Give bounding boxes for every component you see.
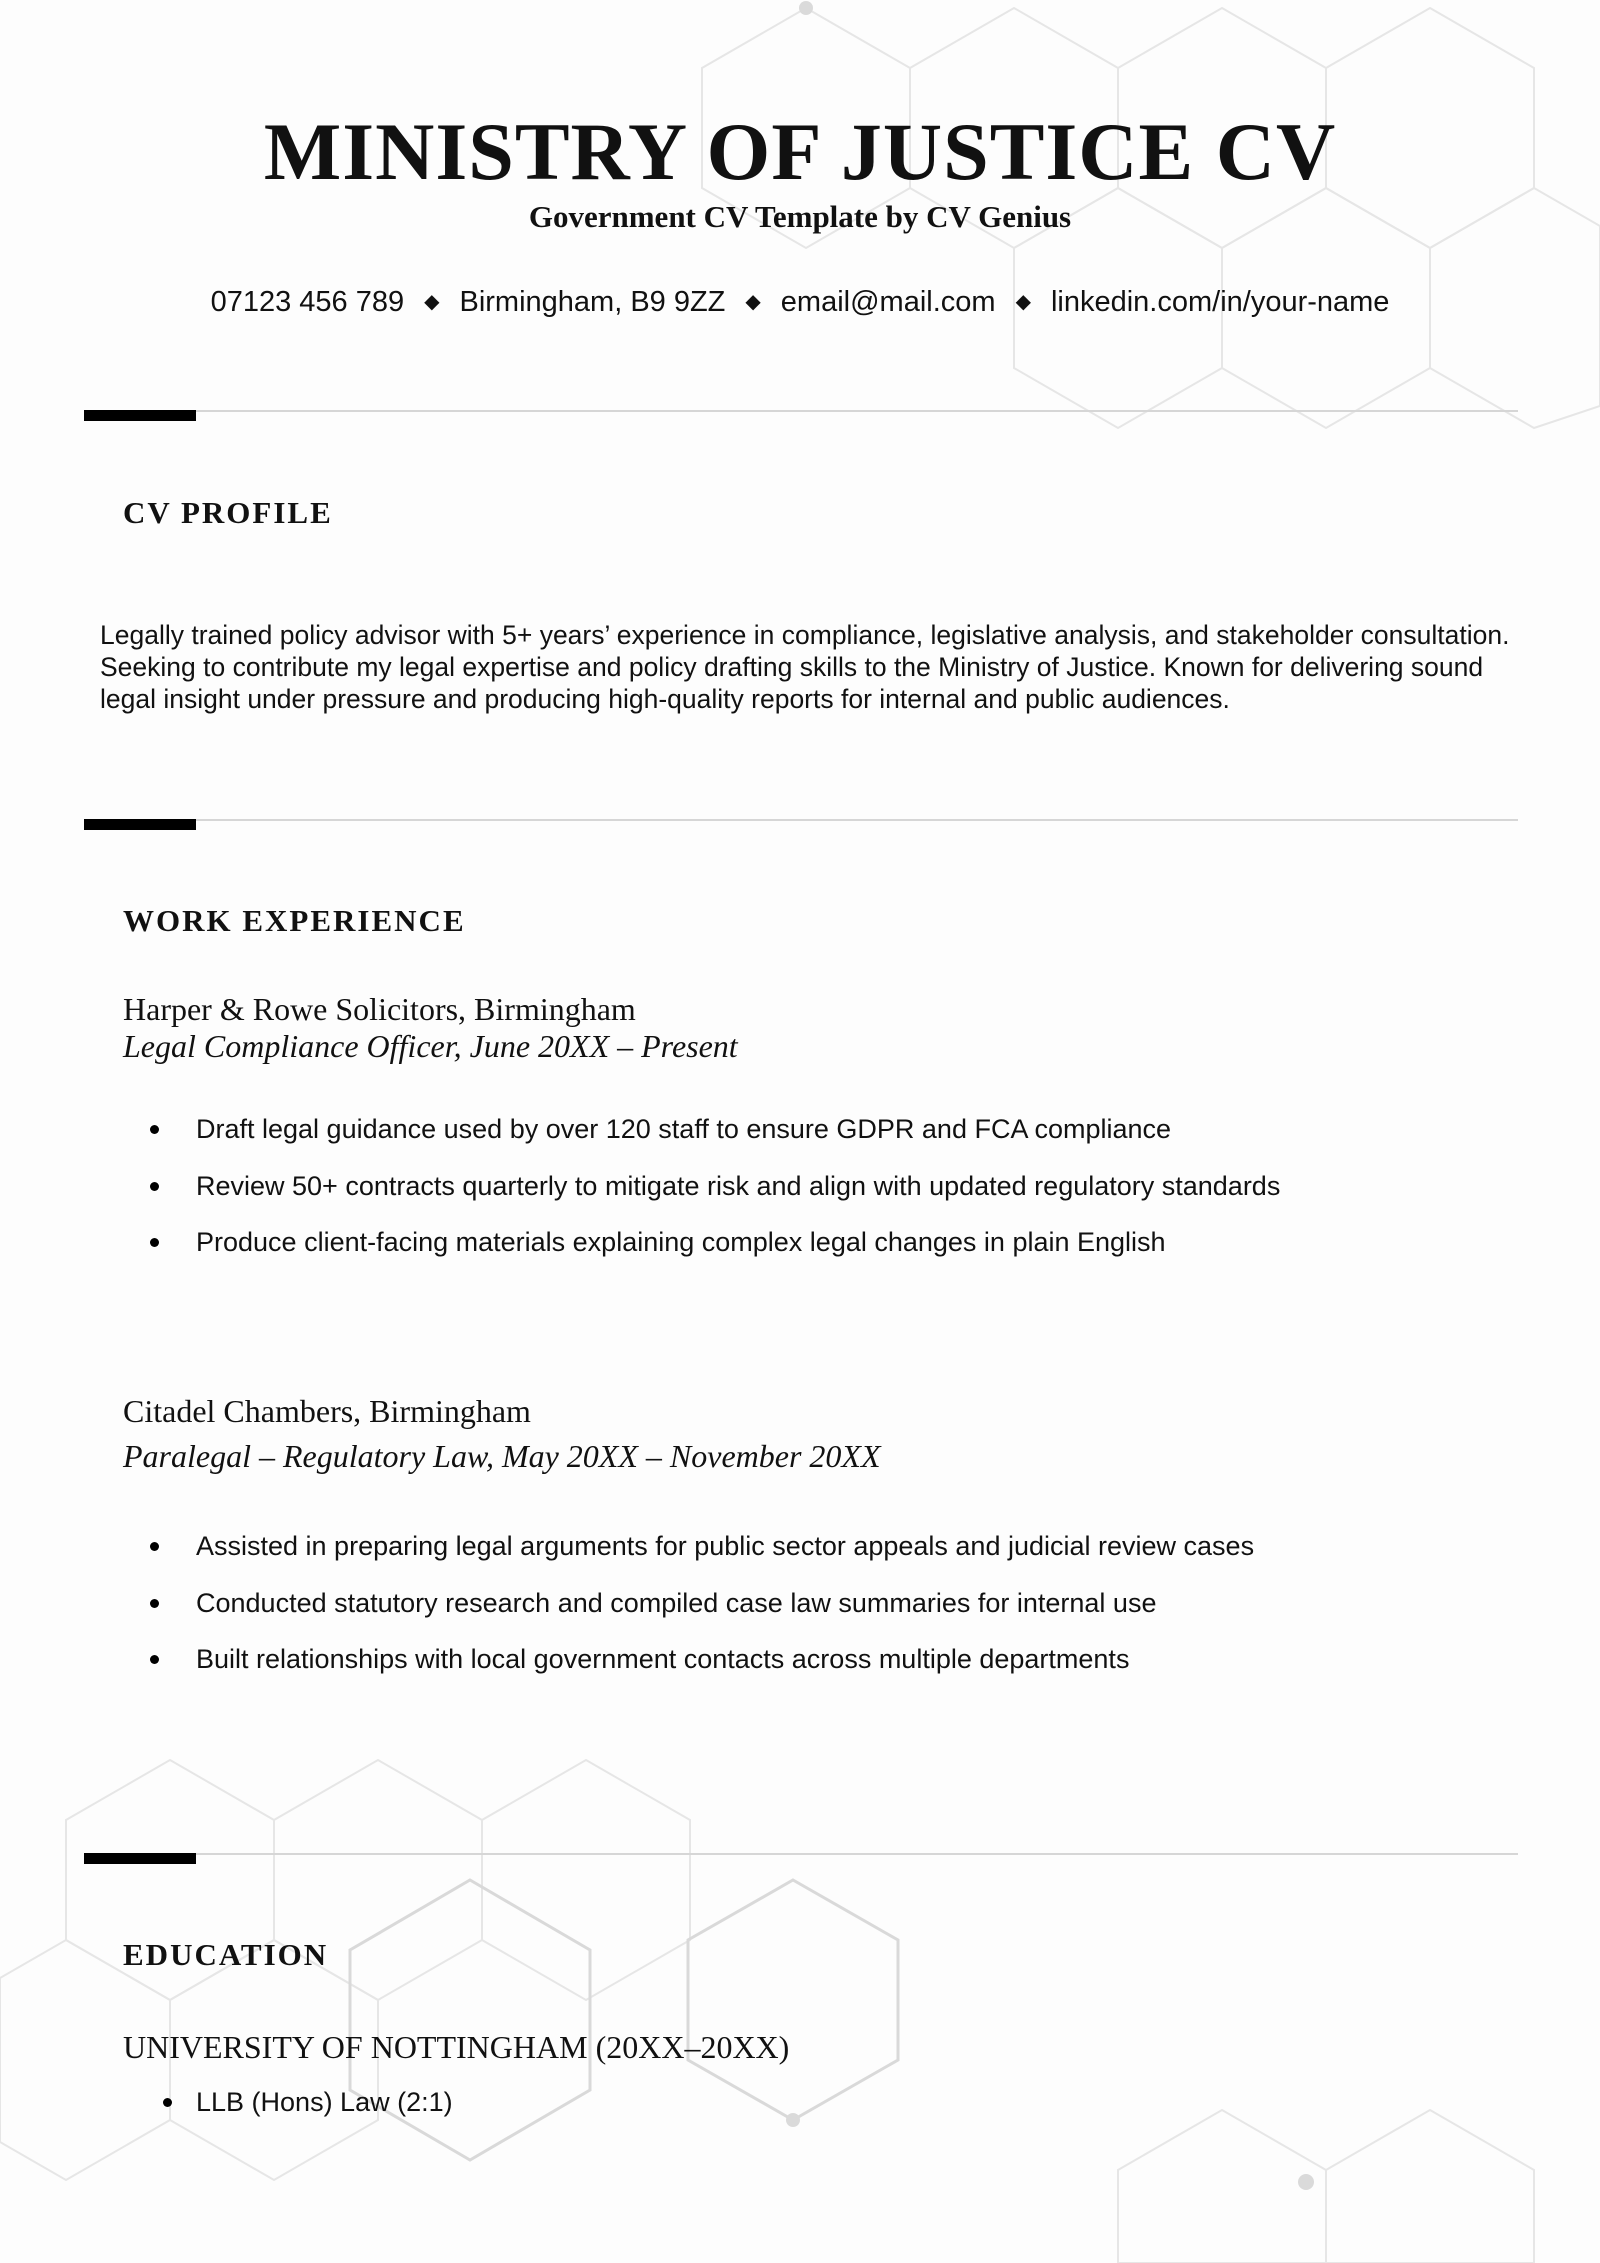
cv-title: MINISTRY OF JUSTICE CV xyxy=(263,106,1337,197)
list-item: LLB (Hons) Law (2:1) xyxy=(163,2085,453,2119)
section-divider xyxy=(84,1853,1518,1855)
job-employer: Citadel Chambers, Birmingham xyxy=(123,1393,531,1429)
education-heading: EDUCATION xyxy=(123,1937,329,1972)
list-item: Produce client-facing materials explaining complex legal changes in plain English xyxy=(150,1225,1280,1282)
experience-heading: WORK EXPERIENCE xyxy=(123,903,466,938)
list-item: Built relationships with local government contacts across multiple departments xyxy=(150,1642,1254,1699)
section-divider-accent xyxy=(84,1853,196,1864)
education-list xyxy=(163,2085,453,2119)
list-item: Assisted in preparing legal arguments for public sector appeals and judicial review cases xyxy=(150,1529,1254,1586)
list-item: Review 50+ contracts quarterly to mitigate risk and align with updated regulatory standards xyxy=(150,1169,1280,1226)
diamond-separator-icon: ◆ xyxy=(424,291,440,313)
diamond-separator-icon: ◆ xyxy=(745,291,761,313)
contact-email[interactable]: email@mail.com xyxy=(780,286,996,318)
contact-phone: 07123 456 789 xyxy=(210,286,405,318)
profile-text: Legally trained policy advisor with 5+ years’ experience in compliance, legislative analysis, and stakeholder consultation. Seeking to contribute my legal expertise and policy drafting skills to the Ministry of Justice. Known for delivering sound legal insight under pressure and producing high-quality reports for internal and public audiences. xyxy=(100,620,1510,714)
profile-heading: CV PROFILE xyxy=(123,495,333,530)
diamond-separator-icon: ◆ xyxy=(1015,291,1031,313)
job-bullet-list xyxy=(150,1112,1280,1282)
section-divider-accent xyxy=(84,819,196,830)
job-bullet-list xyxy=(150,1529,1254,1699)
section-divider xyxy=(84,410,1518,412)
contact-location: Birmingham, B9 9ZZ xyxy=(459,286,726,318)
contact-line xyxy=(0,284,1600,320)
education-school: UNIVERSITY OF NOTTINGHAM (20XX–20XX) xyxy=(123,2029,790,2065)
job-role: Paralegal – Regulatory Law, May 20XX – November 20XX xyxy=(123,1438,881,1474)
job-role: Legal Compliance Officer, June 20XX – Present xyxy=(123,1028,738,1064)
job-employer: Harper & Rowe Solicitors, Birmingham xyxy=(123,991,636,1027)
cv-subtitle: Government CV Template by CV Genius xyxy=(528,199,1072,234)
list-item: Draft legal guidance used by over 120 staff to ensure GDPR and FCA compliance xyxy=(150,1112,1280,1169)
section-divider xyxy=(84,819,1518,821)
contact-linkedin[interactable]: linkedin.com/in/your-name xyxy=(1050,286,1390,318)
section-divider-accent xyxy=(84,410,196,421)
list-item: Conducted statutory research and compiled case law summaries for internal use xyxy=(150,1586,1254,1643)
